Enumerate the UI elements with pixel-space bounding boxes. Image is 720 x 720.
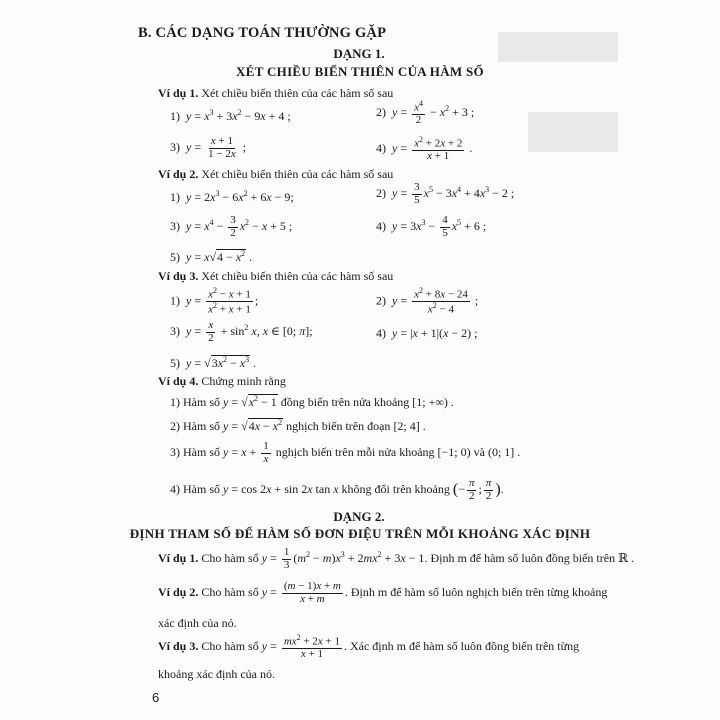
vd1-text: Xét chiều biến thiên của các hàm số sau xyxy=(201,86,394,100)
vd2-heading xyxy=(158,167,393,182)
vd3-text: Xét chiều biến thiên của các hàm số sau xyxy=(201,269,394,283)
d2vd3-post: . Xác định m để hàm số luôn đồng biến trên từng xyxy=(343,639,580,654)
d2vd1-label: Ví dụ 1. xyxy=(158,550,199,565)
vd3-item-2: 2) y = $\frac{x^2 + 8x - 24}{x^2 - 4}$ ; xyxy=(376,286,479,316)
vd4-i1-post: đồng biến trên nửa khoảng xyxy=(280,395,410,409)
vd4-item-4: 4) Hàm số y = cos 2x + sin 2x tan x không đổi trên khoảng (− $\frac{\pi}{2}$ ; $\frac{\pi}{2}$ ). xyxy=(170,477,504,502)
vd1-heading xyxy=(158,86,393,101)
vd3-item-5: 5) $y = √3x^2 - x^3$ . xyxy=(170,355,257,370)
vd1-item-2: 2) y = $\frac{x^4}{2}$ − $x^2 + 3$ ; xyxy=(376,99,475,127)
d2vd2-post: . Định m để hàm số luôn nghịch biến trên từng khoảng xyxy=(344,584,608,599)
vd4-text: Chứng minh rằng xyxy=(201,374,286,388)
vd4-item-3: 3) Hàm số y = x + $\frac{1}{x}$ nghịch biến trên mỗi nửa khoảng [−1; 0) và (0; 1] . xyxy=(170,440,521,465)
vd3-item-3: 3) y = $\frac{x}{2}$ + $\sin^2 x$, x ∈ [0; π]; xyxy=(170,319,313,344)
vd1-label: Ví dụ 1. xyxy=(158,86,199,100)
vd4-i2-pre: 2) Hàm số xyxy=(170,419,220,433)
vd2-item-3: 3) $y = x^4$ − $\frac{3}{2}$ $x^2 - x + 5$ ; xyxy=(170,214,293,239)
vd3-heading xyxy=(158,269,393,284)
section-title: B. CÁC DẠNG TOÁN THƯỜNG GẶP xyxy=(138,25,387,41)
vd4-i4-post: không đổi trên khoảng xyxy=(341,481,450,496)
vd4-heading xyxy=(158,374,286,389)
d2vd1-post: . Định m để hàm số luôn đồng biến trên ℝ . xyxy=(424,550,635,565)
vd4-i3-and: và xyxy=(473,444,485,459)
vd3-label: Ví dụ 3. xyxy=(158,269,199,283)
dang2-title: ĐỊNH THAM SỐ ĐỂ HÀM SỐ ĐƠN ĐIỆU TRÊN MỖI KHOẢNG XÁC ĐỊNH xyxy=(129,526,591,541)
dang1-title: XÉT CHIỀU BIẾN THIÊN CỦA HÀM SỐ xyxy=(236,64,484,79)
dang1-label: DẠNG 1. xyxy=(333,46,385,61)
vd4-label: Ví dụ 4. xyxy=(158,374,199,388)
vd2-item-4: 4) $y = 3x^3$ − $\frac{4}{5}$ $x^5 + 6$ ; xyxy=(376,214,487,239)
page-number: 6 xyxy=(152,690,160,705)
vd2-item-5: 5) $y = x√4 - x^2$ . xyxy=(170,249,253,264)
d2vd2-pre: Cho hàm số xyxy=(201,584,259,599)
d2vd2: Ví dụ 2. Cho hàm số y = $\frac{(m - 1)x + m}{x + m}$ . Định m để hàm số luôn nghịch biến trên từng khoảng xyxy=(158,580,608,605)
vd2-item-2: 2) y = $\frac{3}{5}$ $x^5 - 3x^4 + 4x^3 - 2$ ; xyxy=(376,181,515,206)
vd4-i2-post: nghịch biến trên đoạn xyxy=(286,419,391,433)
vd4-i1-pre: 1) Hàm số xyxy=(170,395,220,409)
d2vd2-line2: xác định của nó. xyxy=(158,616,237,630)
vd1-item-3: 3) y = $\frac{x + 1}{1 - 2x}$ ; xyxy=(170,135,247,160)
vd4-i4-pre: 4) Hàm số xyxy=(170,481,220,496)
vd2-item-1: 1) $y = 2x^3 - 6x^2 + 6x - 9$; xyxy=(170,189,294,204)
vd4-item-2: 2) Hàm số $y = √4x - x^2$ nghịch biến trên đoạn [2; 4] . xyxy=(170,418,426,433)
d2vd3-label: Ví dụ 3. xyxy=(158,639,199,654)
d2vd1-pre: Cho hàm số xyxy=(201,550,259,565)
vd3-item-4: 4) y = |x + 1|(x − 2) ; xyxy=(376,326,478,340)
vd4-item-1: 1) Hàm số $y = √x^2 - 1$ đồng biến trên nửa khoảng [1; +∞) . xyxy=(170,394,454,409)
d2vd2-label: Ví dụ 2. xyxy=(158,584,199,599)
vd4-i3-post: nghịch biến trên mỗi nửa khoảng xyxy=(275,444,435,459)
vd2-label: Ví dụ 2. xyxy=(158,167,199,181)
d2vd3-pre: Cho hàm số xyxy=(201,639,259,654)
vd3-item-1: 1) y = $\frac{x^2 - x + 1}{x^2 + x + 1}$ ; xyxy=(170,286,259,316)
vd4-i3-pre: 3) Hàm số xyxy=(170,444,220,459)
vd1-item-4: 4) y = $\frac{x^2 + 2x + 2}{x + 1}$ . xyxy=(376,135,473,163)
vd1-item-1: 1) $y = x^3 + 3x^2 - 9x + 4$ ; xyxy=(170,108,291,123)
d2vd1: Ví dụ 1. Cho hàm số y = $\frac{1}{3}$ $(m^2 - m)x^3 + 2mx^2 + 3x - 1$. Định m để hàm số luôn đồng biến trên ℝ . xyxy=(158,546,635,571)
vd2-text: Xét chiều biến thiên của các hàm số sau xyxy=(201,167,394,181)
dang2-label: DẠNG 2. xyxy=(333,509,385,524)
d2vd3: Ví dụ 3. Cho hàm số y = $\frac{mx^2 + 2x + 1}{x + 1}$ . Xác định m để hàm số luôn đồng biến trên từng xyxy=(158,633,580,661)
d2vd3-line2: khoảng xác định của nó. xyxy=(158,667,275,681)
